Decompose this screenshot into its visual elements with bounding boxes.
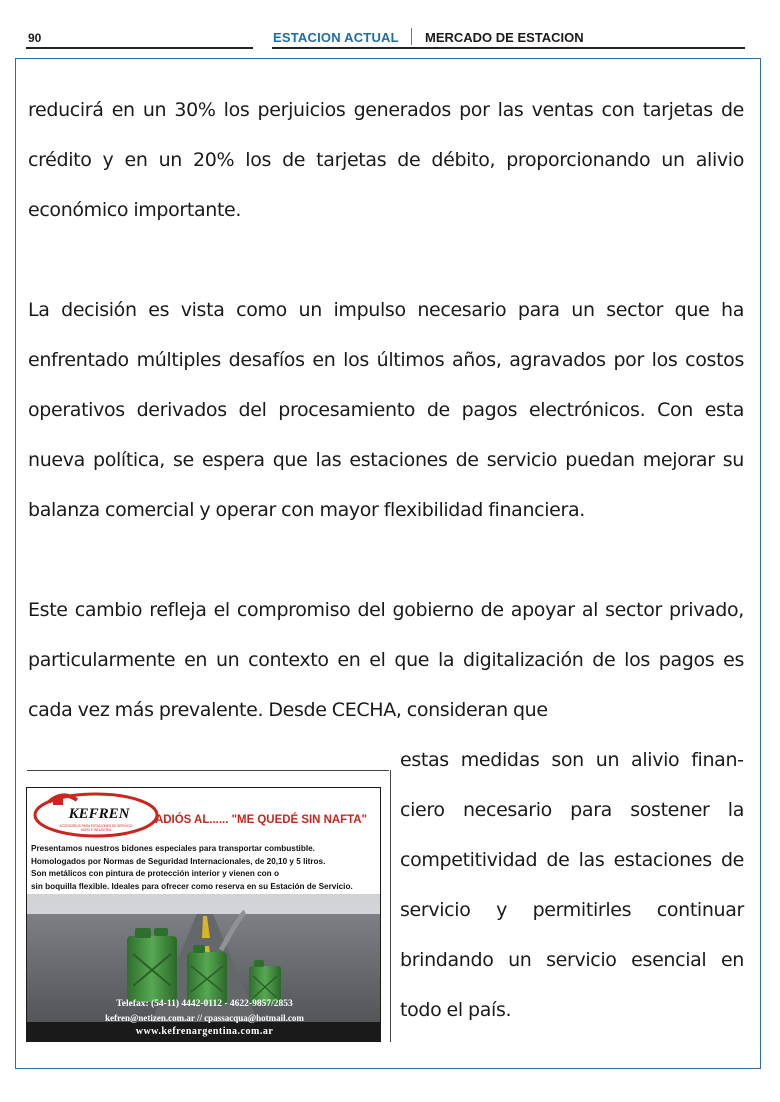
ad-brand: KEFREN xyxy=(68,806,130,822)
ad-emails: kefren@netizen.com.ar // cpassacqua@hotmail.com xyxy=(105,1013,304,1023)
ad-brand-sub-1: ACCESORIOS PARA ESTACIONES DE SERVICIO xyxy=(59,824,133,828)
ad-line: sin boquilla flexible. Ideales para ofrecer como reserva en su Estación de Servicio. xyxy=(31,881,353,891)
fuel-nozzle-grip-icon xyxy=(53,799,63,805)
paragraph-1: reducirá en un 30% los perjuicios generados por las ventas con tarjetas de crédito y en un 20% los de tarjetas de débito, proporcionando un alivio económico importante. xyxy=(28,99,744,221)
small-fuel-can-icon xyxy=(249,960,281,1004)
large-fuel-can-icon xyxy=(127,928,177,1002)
ad-website: www.kefrenargentina.com.ar xyxy=(135,1026,274,1037)
ad-line: Homologados por Normas de Seguridad Internacionales, de 20,10 y 5 litros. xyxy=(31,856,326,866)
page-header xyxy=(0,0,780,56)
ad-logo-banner xyxy=(27,788,381,840)
paragraph-3-column: estas medidas son un alivio financiero necesario para sostener la competitividad de las estaciones de servicio y permitirles continuar brindando un servicio esencial en todo el país. xyxy=(400,749,744,1021)
ad-phone: Telefax: (54-11) 4442-0112 - 4622-9857/2853 xyxy=(116,999,293,1009)
kefren-advertisement xyxy=(26,787,381,1042)
ad-line: Son metálicos con pintura de protección interior y vienen con o xyxy=(31,869,279,878)
paragraph-2: La decisión es vista como un impulso necesario para un sector que ha enfrentado múltiples desafíos en los últimos años, agravados por los costos operativos derivados del procesamiento de pagos electrónicos. Con esta nueva política, se espera que las estaciones de servicio puedan mejorar su balanza comercial y operar con mayor flexibilidad financiera. xyxy=(28,299,744,521)
ad-description xyxy=(31,843,379,893)
section-title: ESTACION ACTUAL xyxy=(273,30,399,45)
ad-right-rule xyxy=(390,770,391,1042)
header-rule-left xyxy=(26,47,253,49)
header-separator xyxy=(411,28,412,45)
ad-top-rule xyxy=(27,770,389,771)
page-number: 90 xyxy=(28,31,42,45)
ad-brand-sub-2: AGRO E INDUSTRIA xyxy=(80,828,112,832)
paragraph-3: Este cambio refleja el compromiso del gobierno de apoyar al sector privado, particularmente en un contexto en el que la digitalización de los pagos es cada vez más prevalente. Desde CECHA, consideran que xyxy=(28,599,744,721)
header-rule-right xyxy=(272,47,745,49)
subsection-title: MERCADO DE ESTACION xyxy=(425,30,584,45)
ad-slogan: ADIÓS AL...... "ME QUEDÉ SIN NAFTA" xyxy=(155,812,378,826)
ad-line: Presentamos nuestros bidones especiales para transportar combustible. xyxy=(31,844,315,853)
